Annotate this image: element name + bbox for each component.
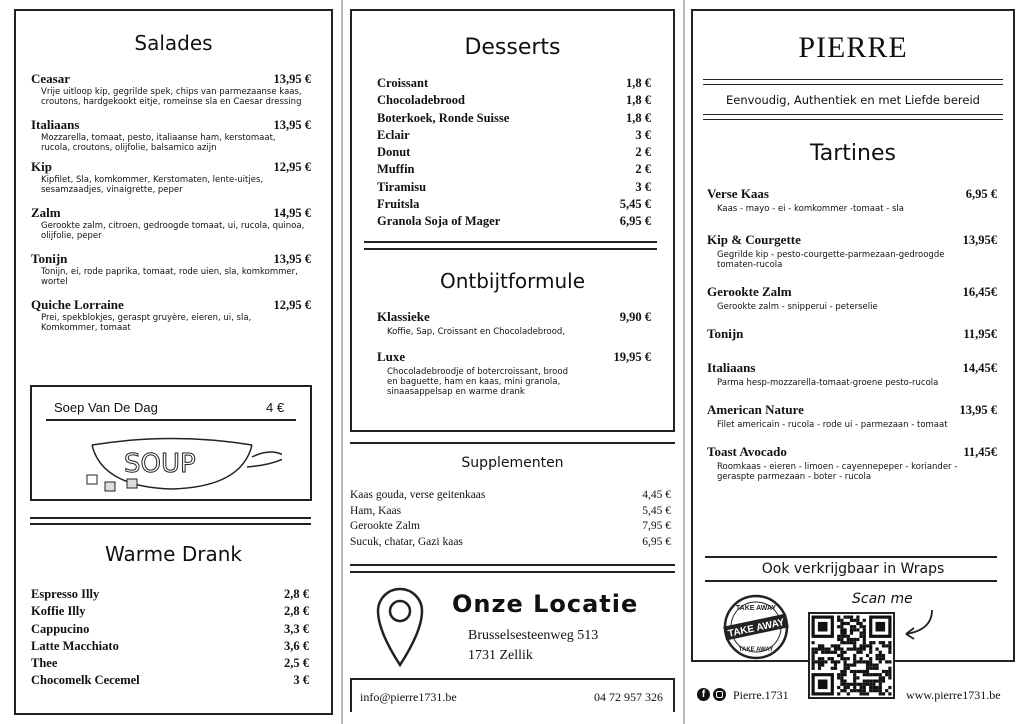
tartine-item <box>707 232 997 270</box>
dessert-item <box>377 161 651 178</box>
drank-item-price: 2,8 € <box>284 587 309 601</box>
social-handle[interactable]: Pierre.1731 <box>733 688 789 702</box>
tartine-item-desc: Gegrilde kip - pesto-courgette-parmezaan-gedroogde tomaten-rucola <box>717 250 945 270</box>
dessert-item <box>377 144 651 161</box>
salade-item-name: Kip <box>31 159 52 174</box>
supplement-item <box>350 519 675 535</box>
supplement-item-price: 4,45 € <box>642 489 671 501</box>
dessert-item-price: 1,8 € <box>626 110 651 125</box>
drank-item <box>31 586 309 603</box>
salade-item-row <box>31 117 311 133</box>
ontbijt-title: Ontbijtformule <box>439 269 586 293</box>
dessert-item-name: Boterkoek, Ronde Suisse <box>377 110 510 125</box>
wraps-note: Ook verkrijgbaar in Wraps <box>761 561 945 577</box>
supplement-item-name: Gerookte Zalm <box>350 520 420 532</box>
dessert-item <box>377 92 651 109</box>
ontbijt-item <box>377 309 651 337</box>
tartine-item-row <box>707 186 997 202</box>
salade-item <box>31 251 311 287</box>
soup-box <box>30 385 312 501</box>
tartine-item-name: Toast Avocado <box>707 444 787 459</box>
arrow-icon <box>898 606 938 642</box>
warme-drank-title: Warme Drank <box>105 542 242 566</box>
dessert-item-name: Chocoladebrood <box>377 93 465 108</box>
salade-item-price: 13,95 € <box>273 72 311 86</box>
salade-item-price: 13,95 € <box>273 252 311 266</box>
rule-12 <box>705 556 997 558</box>
dessert-item-name: Granola Soja of Mager <box>377 214 501 229</box>
salade-item-row <box>31 159 311 175</box>
tartine-item-name: Gerookte Zalm <box>707 284 792 299</box>
tartine-item-name: American Nature <box>707 402 804 417</box>
rule-5 <box>350 442 675 444</box>
dessert-item-price: 3 € <box>635 179 651 194</box>
tartine-item-name: Kip & Courgette <box>707 232 801 247</box>
salade-item-price: 14,95 € <box>273 206 311 220</box>
supplement-item-price: 7,95 € <box>642 520 671 532</box>
salade-item-desc: Gerookte zalm, citroen, gedroogde tomaat, ui, rucola, quinoa, olijfolie, peper <box>41 221 305 241</box>
tartines-title: Tartines <box>809 141 896 166</box>
tartine-item-name: Tonijn <box>707 326 744 341</box>
tartine-item <box>707 326 997 342</box>
location-pin-icon <box>372 585 428 667</box>
tartines-list <box>707 186 997 482</box>
rule-11 <box>703 119 1003 120</box>
salade-item-price: 12,95 € <box>273 298 311 312</box>
rule-7 <box>350 571 675 573</box>
salade-item-name: Quiche Lorraine <box>31 297 124 312</box>
drank-item-name: Koffie Illy <box>31 604 86 619</box>
supplement-item-name: Kaas gouda, verse geitenkaas <box>350 489 486 501</box>
salade-item-row <box>31 205 311 221</box>
brand-tagline: Eenvoudig, Authentiek en met Liefde bereid <box>726 93 980 107</box>
soup-label: Soep Van De Dag <box>54 400 158 415</box>
take-away-bottom: TAKE AWAY <box>738 647 774 653</box>
tartine-item-desc: Filet americain - rucola - rode ui - parmezaan - tomaat <box>717 420 948 430</box>
facebook-icon[interactable]: f <box>697 688 710 701</box>
dessert-item-name: Tiramisu <box>377 179 427 194</box>
rule-9 <box>703 84 1003 85</box>
supplement-item-price: 5,45 € <box>642 504 671 517</box>
tartine-item-desc: Gerookte zalm - snipperui - peterselie <box>717 302 878 312</box>
salade-item-price: 12,95 € <box>273 160 311 174</box>
salades-title: Salades <box>134 31 213 55</box>
salades-list <box>31 71 311 343</box>
rule-3 <box>364 241 657 243</box>
ontbijt-item-name: Luxe <box>377 349 406 364</box>
dessert-item-price: 6,95 € <box>619 214 651 229</box>
tartine-item-desc: Parma hesp-mozzarella-tomaat-groene pesto-rucola <box>717 378 939 388</box>
ontbijt-item-row <box>377 309 651 325</box>
tartine-item-name: Verse Kaas <box>707 186 769 201</box>
tartine-item-row <box>707 284 997 300</box>
tartine-item-price: 11,45€ <box>963 445 997 459</box>
brand-name: PIERRE <box>798 31 908 64</box>
supplement-item-price: 6,95 € <box>642 535 671 548</box>
locatie-street: Brusselsesteenweg 513 <box>468 628 599 643</box>
soup-divider <box>46 419 296 421</box>
rule-6 <box>350 564 675 566</box>
tartine-item-row <box>707 360 997 376</box>
instagram-icon[interactable] <box>713 688 726 701</box>
panel-desserts <box>350 9 675 432</box>
salade-item-name: Zalm <box>31 205 61 220</box>
tartine-item-price: 13,95€ <box>962 233 997 247</box>
fold-line-right <box>683 0 685 724</box>
drank-item <box>31 655 309 672</box>
dessert-item-name: Muffin <box>377 162 415 177</box>
locatie-title: Onze Locatie <box>452 590 639 618</box>
take-away-top: TAKE AWAY <box>735 605 777 612</box>
tartine-item-price: 11,95€ <box>963 327 997 341</box>
salade-item-row <box>31 71 311 87</box>
tartine-item <box>707 444 997 482</box>
soup-price: 4 € <box>266 400 285 415</box>
dessert-item <box>377 179 651 196</box>
drank-item-price: 3,6 € <box>284 638 309 653</box>
drank-item-name: Latte Macchiato <box>31 638 119 653</box>
soup-bowl-illustration <box>72 427 282 497</box>
tartine-item-name: Italiaans <box>707 360 756 375</box>
website-link[interactable]: www.pierre1731.be <box>906 688 1001 702</box>
rule-4 <box>364 248 657 250</box>
supplement-item <box>350 488 675 504</box>
salade-item-name: Italiaans <box>31 117 80 132</box>
salade-item-desc: Tonijn, ei, rode paprika, tomaat, rode uien, sla, komkommer, wortel <box>41 267 298 287</box>
tartine-item-price: 6,95 € <box>965 187 997 201</box>
salade-item <box>31 297 311 333</box>
dessert-item <box>377 196 651 213</box>
ontbijt-item-desc: Chocoladebroodje of botercroissant, brood en baguette, ham en kaas, mini granola, sinaasappelsap en warme drank <box>387 367 568 397</box>
dessert-item-price: 2 € <box>635 162 651 177</box>
salade-item-desc: Mozzarella, tomaat, pesto, italiaanse ham, kerstomaat, rucola, croutons, olijfolie, balsamico azijn <box>41 133 276 153</box>
desserts-list <box>377 75 651 231</box>
drank-item <box>31 672 309 689</box>
take-away-stamp <box>722 593 790 661</box>
salade-item-desc: Kipfilet, Sla, komkommer, Kerstomaten, lente-uitjes, sesamzaadjes, vinaigrette, peper <box>41 175 264 195</box>
tartine-item-desc: Roomkaas - eieren - limoen - cayennepeper - koriander - geraspte parmezaan - boter - rucola <box>717 462 958 482</box>
qr-code-pattern <box>810 614 893 697</box>
salade-item-desc: Prei, spekblokjes, geraspt gruyère, eieren, ui, sla, Komkommer, tomaat <box>41 313 252 333</box>
drank-item-price: 2,8 € <box>284 604 309 619</box>
rule-2 <box>30 523 311 525</box>
tartine-item <box>707 402 997 430</box>
dessert-item-name: Eclair <box>377 127 410 142</box>
tartine-item-row <box>707 326 997 342</box>
salade-item <box>31 205 311 241</box>
panel-salades <box>14 9 333 715</box>
fold-line-left <box>341 0 343 724</box>
drank-item-name: Chocomelk Cecemel <box>31 673 140 688</box>
ontbijt-item <box>377 349 651 397</box>
tartine-item-row <box>707 232 997 248</box>
dessert-item-price: 5,45 € <box>619 197 651 212</box>
soup-bowl-text: SOUP <box>124 449 196 479</box>
dessert-item-price: 1,8 € <box>626 76 651 90</box>
salade-item <box>31 159 311 195</box>
desserts-title: Desserts <box>464 35 561 60</box>
tartine-item-price: 13,95 € <box>959 403 997 417</box>
rule-13 <box>705 580 997 582</box>
salade-item-row <box>31 251 311 267</box>
drank-item-name: Cappucino <box>31 621 90 636</box>
ontbijt-list <box>377 309 651 409</box>
drank-item <box>31 603 309 620</box>
dessert-item <box>377 213 651 230</box>
panel-tartines <box>691 9 1015 662</box>
rule-10 <box>703 114 1003 115</box>
supplement-item <box>350 504 675 520</box>
salade-item-name: Ceasar <box>31 71 70 86</box>
dessert-item-name: Fruitsla <box>377 197 420 212</box>
supplement-item-name: Ham, Kaas <box>350 504 402 517</box>
tartine-item-row <box>707 402 997 418</box>
qr-code[interactable] <box>808 612 895 699</box>
drank-item-name: Thee <box>31 656 58 671</box>
ontbijt-item-row <box>377 349 651 365</box>
salade-item <box>31 117 311 153</box>
contact-phone[interactable]: 04 72 957 326 <box>594 690 663 704</box>
social-icons <box>697 688 726 701</box>
salade-item-desc: Vrije uitloop kip, gegrilde spek, chips van parmezaanse kaas, croutons, hardgekookt eitje, romeinse sla en Caesar dressing <box>41 87 302 107</box>
ontbijt-item-price: 9,90 € <box>619 310 651 324</box>
dessert-item-price: 2 € <box>635 145 651 160</box>
warme-drank-list <box>31 586 309 690</box>
tartine-item <box>707 186 997 214</box>
drank-item-name: Espresso Illy <box>31 587 100 601</box>
salade-item <box>31 71 311 107</box>
dessert-item-price: 1,8 € <box>626 93 651 108</box>
tartine-item <box>707 360 997 388</box>
contact-email[interactable]: info@pierre1731.be <box>360 690 457 704</box>
supplementen-title: Supplementen <box>461 455 564 471</box>
drank-item-price: 3,3 € <box>284 621 309 636</box>
tartine-item-price: 14,45€ <box>962 361 997 375</box>
salade-item-price: 13,95 € <box>273 118 311 132</box>
supplement-item-name: Sucuk, chatar, Gazi kaas <box>350 535 463 548</box>
ontbijt-item-desc: Koffie, Sap, Croissant en Chocoladebrood, <box>387 327 566 337</box>
dessert-item-name: Donut <box>377 145 411 160</box>
tartine-item <box>707 284 997 312</box>
ontbijt-item-price: 19,95 € <box>613 350 651 364</box>
drank-item <box>31 621 309 638</box>
rule-8 <box>703 79 1003 80</box>
dessert-item-name: Croissant <box>377 76 429 90</box>
scan-me-label: Scan me <box>852 591 913 607</box>
contact-bar <box>350 678 675 712</box>
tartine-item-price: 16,45€ <box>962 285 997 299</box>
dessert-item <box>377 75 651 92</box>
drank-item-price: 2,5 € <box>284 656 309 671</box>
tartine-item-row <box>707 444 997 460</box>
salade-item-name: Tonijn <box>31 251 68 266</box>
supplement-item <box>350 535 675 551</box>
rule-1 <box>30 517 311 519</box>
salade-item-row <box>31 297 311 313</box>
dessert-item-price: 3 € <box>635 127 651 142</box>
drank-item <box>31 638 309 655</box>
dessert-item <box>377 110 651 127</box>
take-away-middle: TAKE AWAY <box>727 617 786 640</box>
tartine-item-desc: Kaas - mayo - ei - komkommer -tomaat - sla <box>717 204 904 214</box>
supplementen-list <box>350 488 675 550</box>
locatie-city: 1731 Zellik <box>468 648 533 663</box>
dessert-item <box>377 127 651 144</box>
drank-item-price: 3 € <box>293 673 309 688</box>
ontbijt-item-name: Klassieke <box>377 309 430 324</box>
